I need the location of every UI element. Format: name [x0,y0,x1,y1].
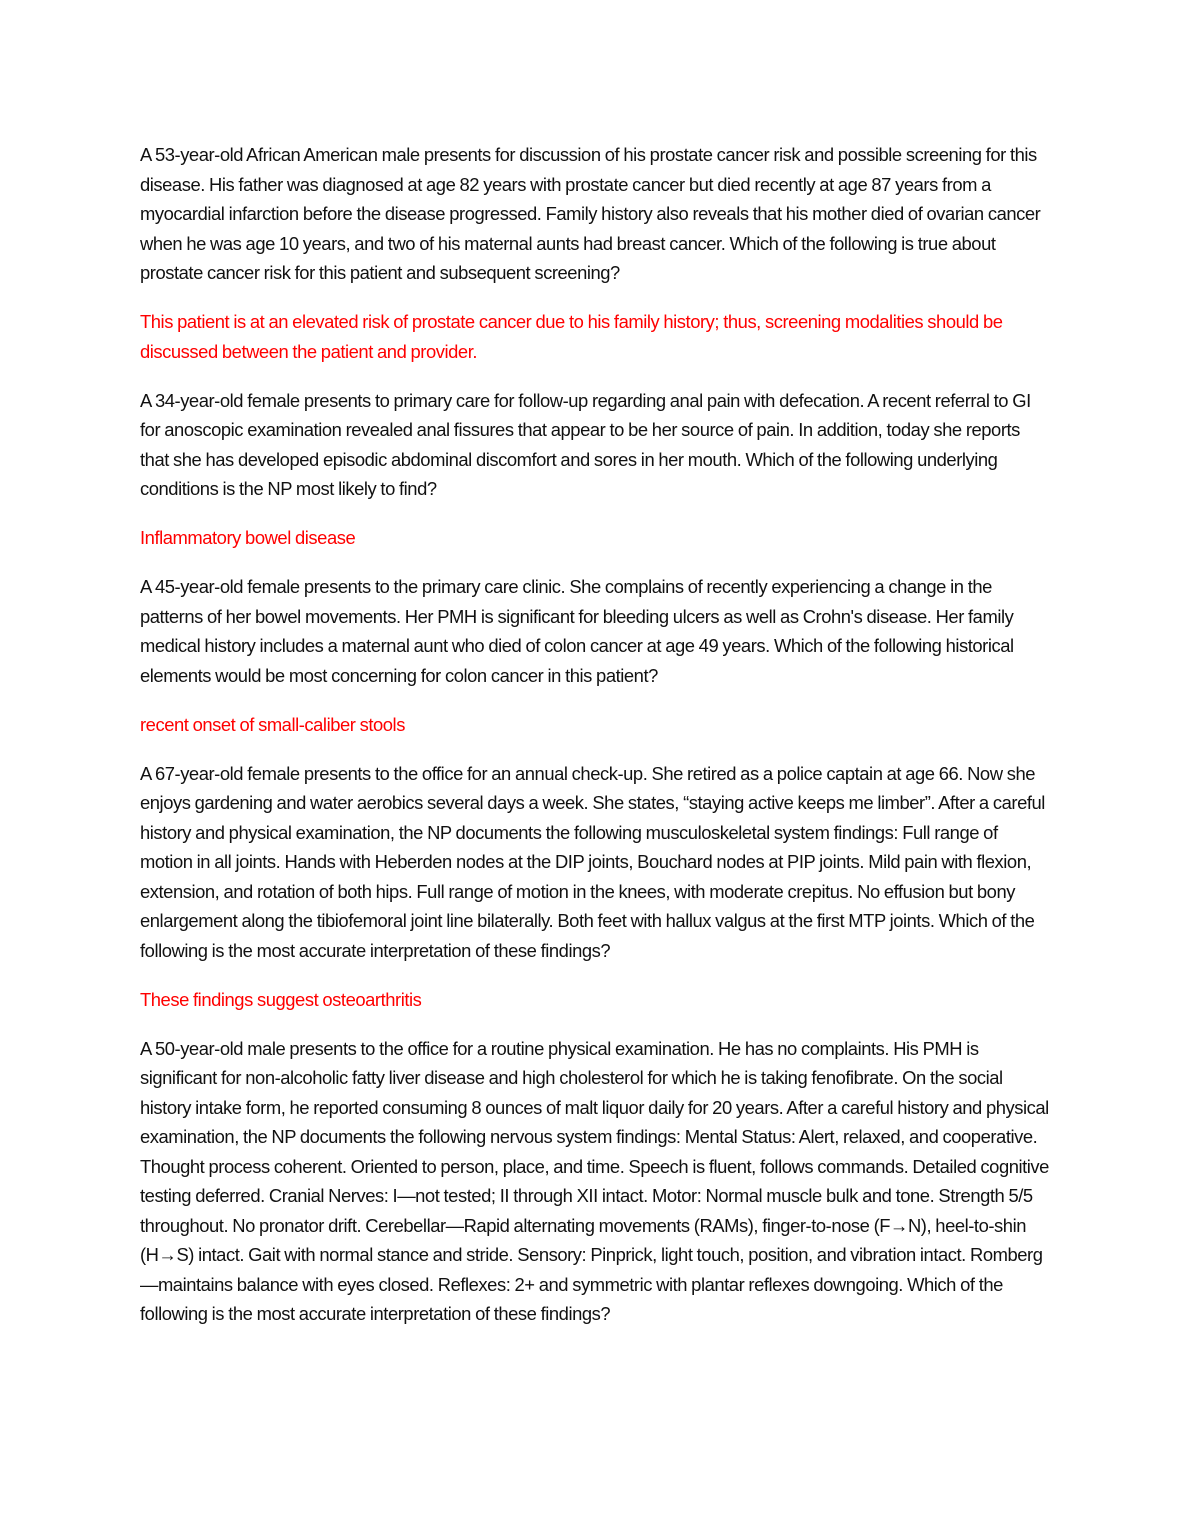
answer-2: Inflammatory bowel disease [140,527,356,548]
question-2: A 34-year-old female presents to primary care for follow-up regarding anal pain with defecation. A recent referral to GI for anoscopic examination revealed anal fissures that appear to be her source of pain. In addition, today she reports that she has developed episodic abdominal discomfort and sores in her mouth. Which of the following underlying conditions is the NP most likely to find? [140,389,1031,499]
question-3: A 45-year-old female presents to the primary care clinic. She complains of recently experiencing a change in the patterns of her bowel movements. Her PMH is significant for bleeding ulcers as well as Crohn's disease. Her family medical history includes a maternal aunt who died of colon cancer at age 49 years. Which of the following historical elements would be most concerning for colon cancer in this patient? [140,576,1014,686]
answer-3: recent onset of small-caliber stools [140,713,405,735]
answer-1: This patient is at an elevated risk of prostate cancer due to his family history; thus, screening modalities should be discussed between the patient and provider. [140,311,1003,362]
question-1: A 53-year-old African American male presents for discussion of his prostate cancer risk and possible screening for this disease. His father was diagnosed at age 82 years with prostate cancer but died recently at age 87 years from a myocardial infarction before the disease progressed. Family history also reveals that his mother died of ovarian cancer when he was age 10 years, and two of his maternal aunts had breast cancer. Which of the following is true about prostate cancer risk for this patient and subsequent screening? [140,144,1041,283]
document-page [140,140,1052,1348]
question-5: A 50-year-old male presents to the office for a routine physical examination. He has no complaints. His PMH is significant for non-alcoholic fatty liver disease and high cholesterol for which he is taking fenofibrate. On the social history intake form, he reported consuming 8 ounces of malt liquor daily for 20 years. After a careful history and physical examination, the NP documents the following nervous system findings: Mental Status: Alert, relaxed, and cooperative. Thought process coherent. Oriented to person, place, and time. Speech is fluent, follows commands. Detailed cognitive testing deferred. Cranial Nerves: I—not tested; II through XII intact. Motor: Normal muscle bulk and tone. Strength 5/5 throughout. No pronator drift. Cerebellar—Rapid alternating movements (RAMs), finger-to-nose (F→N), heel-to-shin (H→S) intact. Gait with normal stance and stride. Sensory: Pinprick, light touch, position, and vibration intact. Romberg—maintains balance with eyes closed. Reflexes: 2+ and symmetric with plantar reflexes downgoing. Which of the following is the most accurate interpretation of these findings? [140,1037,1049,1324]
answer-4: These findings suggest osteoarthritis [140,988,422,1010]
question-4: A 67-year-old female presents to the office for an annual check-up. She retired as a police captain at age 66. Now she enjoys gardening and water aerobics several days a week. She states, “staying active keeps me limber”. After a careful history and physical examination, the NP documents the following musculoskeletal system findings: Full range of motion in all joints. Hands with Heberden nodes at the DIP joints, Bouchard nodes at PIP joints. Mild pain with flexion, extension, and rotation of both hips. Full range of motion in the knees, with moderate crepitus. No effusion but bony enlargement along the tibiofemoral joint line bilaterally. Both feet with hallux valgus at the first MTP joints. Which of the following is the most accurate interpretation of these findings? [140,762,1045,961]
